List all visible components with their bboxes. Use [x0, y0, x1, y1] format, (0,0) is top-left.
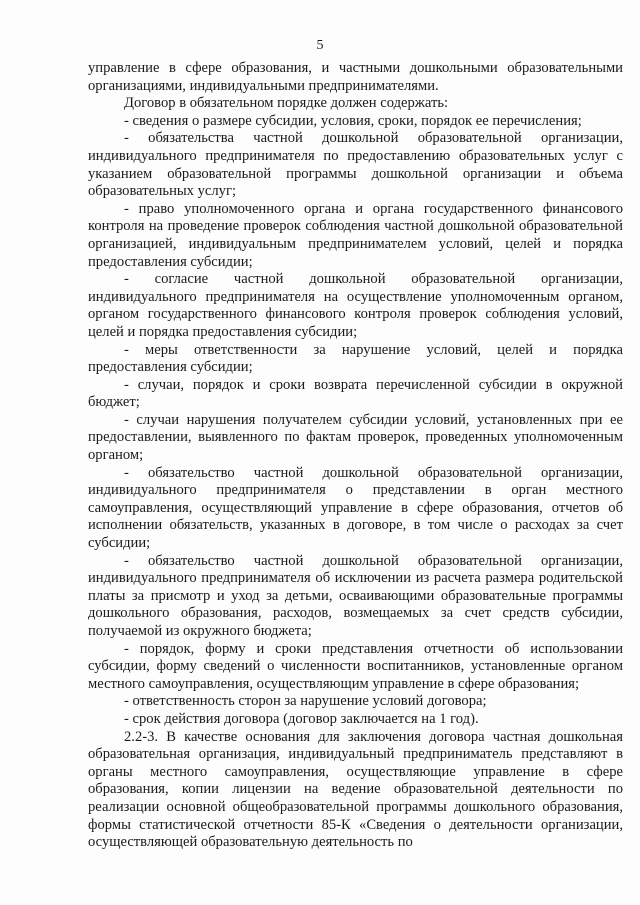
page-number: 5: [316, 38, 324, 53]
list-item: - порядок, форму и сроки представления отчетности об использовании субсидии, форму сведений о численности воспитанников, установленные органом местного самоуправления, осуществляющим управление в сфере образования;: [88, 640, 623, 692]
list-item: - срок действия договора (договор заключается на 1 год).: [124, 710, 479, 727]
list-item: - случаи нарушения получателем субсидии условий, установленных при ее предоставлении, выявленного по фактам проверок, проведенных уполномоченным органом;: [88, 411, 623, 464]
paragraph-section-2-2-3: 2.2-3. В качестве основания для заключения договора частная дошкольная образовательная организация, индивидуальный предприниматель представляют в органы местного самоуправления, осуществляющие управление в сфере образования, копии лицензии на ведение образовательной деятельности по реализации основной общеобразовательной программы дошкольного образования, формы статистической отчетности 85-К «Сведения о деятельности организации, осуществляющей образовательную деятельность по: [88, 728, 623, 851]
list-item: - обязательства частной дошкольной образовательной организации, индивидуального предпринимателя по предоставлению образовательных услуг с указанием образовательной программы дошкольной организации и объема образовательных услуг;: [88, 130, 623, 200]
list-item: - случаи, порядок и сроки возврата перечисленной субсидии в окружной бюджет;: [88, 376, 623, 411]
list-item: - меры ответственности за нарушение условий, целей и порядка предоставления субсидии;: [88, 341, 623, 376]
list-item: - сведения о размере субсидии, условия, сроки, порядок ее перечисления;: [124, 112, 582, 129]
list-item: - обязательство частной дошкольной образовательной организации, индивидуального предпринимателя о представлении в орган местного самоуправления, осуществляющий управление в сфере образования, отчетов об исполнении обязательств, указанных в договоре, в том числе о расходах за счет субсидии;: [88, 464, 623, 552]
paragraph-contract-intro: Договор в обязательном порядке должен содержать:: [124, 95, 449, 112]
list-item: - согласие частной дошкольной образовательной организации, индивидуального предпринимателя на осуществление уполномоченным органом, органом государственного финансового контроля проверок соблюдения условий, целей и порядка предоставления субсидии;: [88, 271, 623, 340]
list-item: - ответственность сторон за нарушение условий договора;: [124, 693, 487, 710]
list-item: - обязательство частной дошкольной образовательной организации, индивидуального предпринимателя об исключении из расчета размера родительской платы за присмотр и уход за детьми, осваивающими образовательные программы дошкольного образования, расходов, возмещаемых за счет средств субсидии, получаемой из окружного бюджета;: [88, 552, 623, 639]
list-item: - право уполномоченного органа и органа государственного финансового контроля на проведение проверок соблюдения частной дошкольной образовательной организацией, индивидуальным предпринимателем условий, целей и порядка предоставления субсидии;: [88, 200, 623, 270]
paragraph-continuation: управление в сфере образования, и частными дошкольными образовательными организациями, индивидуальными предпринимателями.: [88, 60, 623, 94]
body-text: [88, 60, 623, 852]
